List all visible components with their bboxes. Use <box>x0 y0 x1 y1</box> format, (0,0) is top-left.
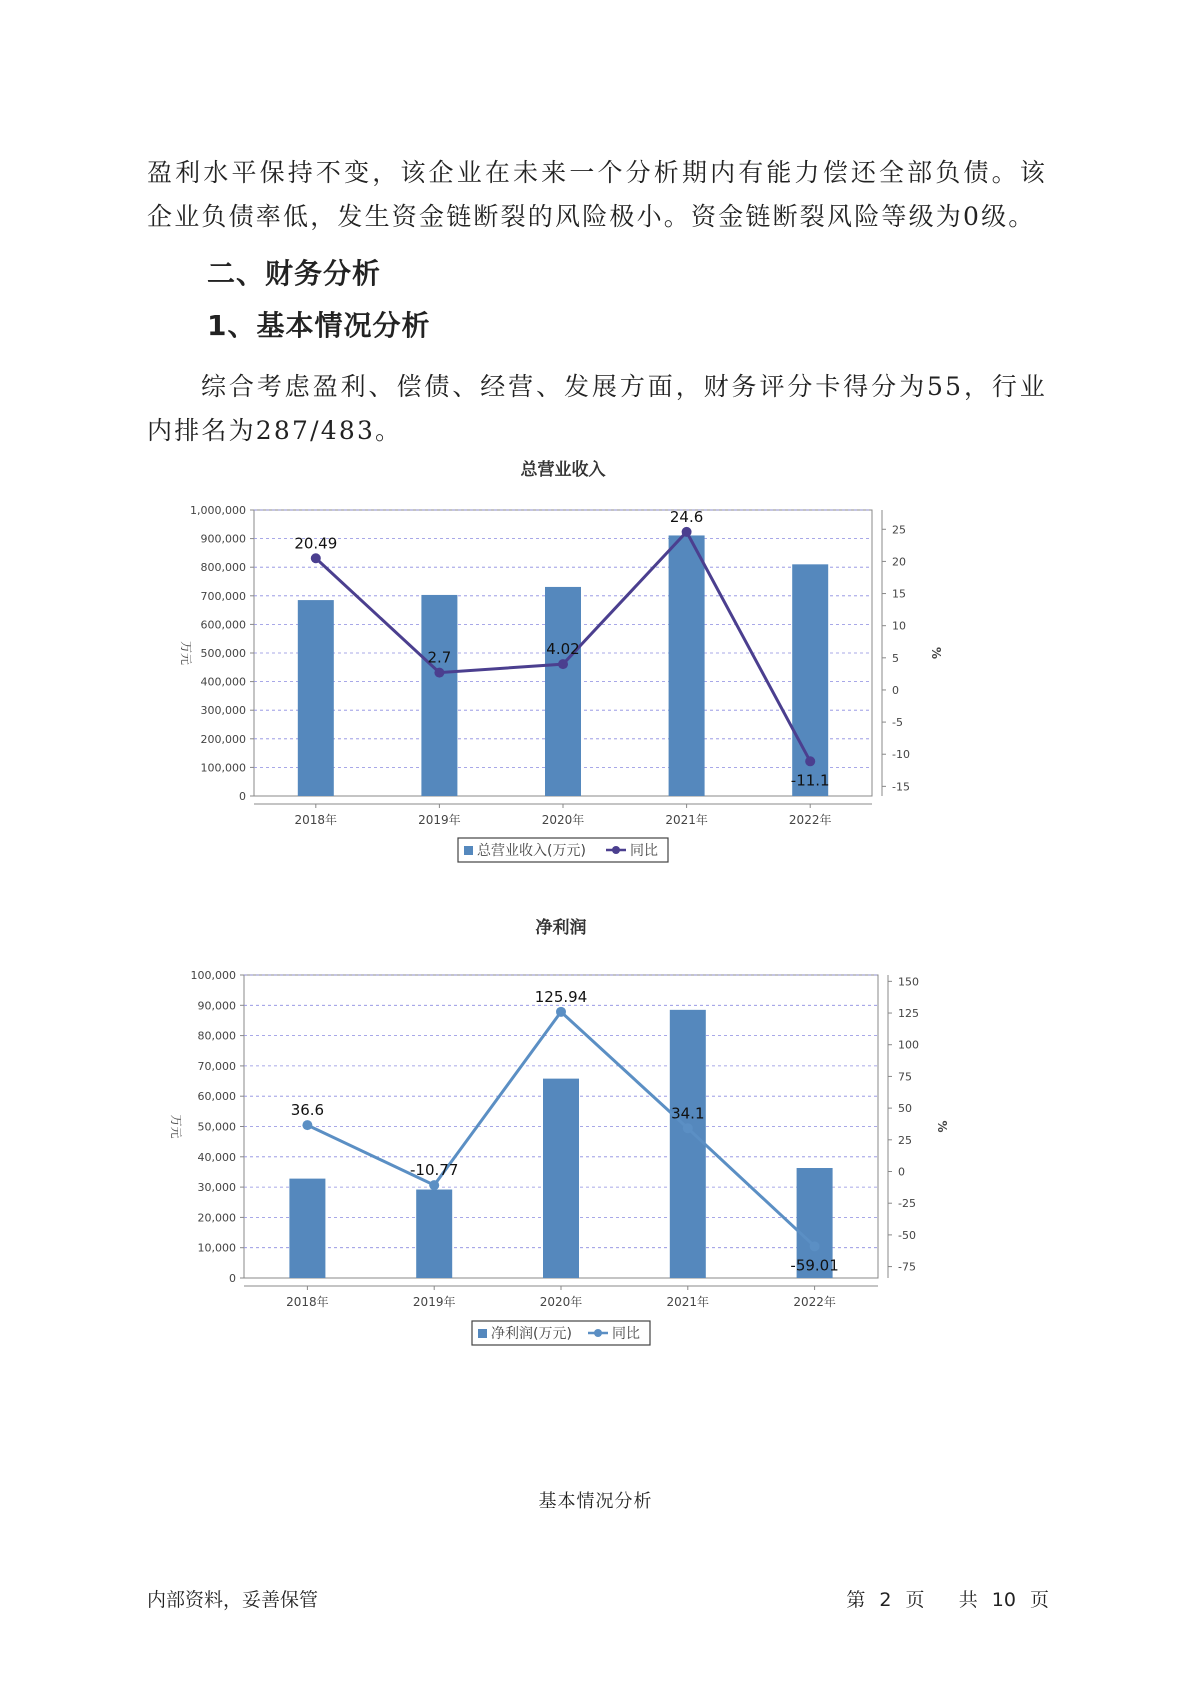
y-axis-label: 万元 <box>169 1114 183 1139</box>
line-point <box>302 1120 312 1130</box>
revenue-chart <box>170 460 1030 935</box>
x-tick-label: 2022年 <box>793 1295 836 1309</box>
y2-tick-label: 25 <box>898 1133 912 1147</box>
total-suffix: 页 <box>1029 1589 1049 1611</box>
y-tick-label: 30,000 <box>197 1181 236 1195</box>
legend-swatch-point <box>594 1329 602 1337</box>
line-point <box>429 1180 439 1190</box>
footer-confidential: 内部资料，妥善保管 <box>147 1589 319 1611</box>
line-point <box>683 1123 693 1133</box>
data-label: -11.1 <box>790 771 830 790</box>
section-heading: 二、财务分析 <box>207 257 382 290</box>
x-tick-label: 2019年 <box>412 1295 456 1309</box>
total-pages: 10 <box>991 1589 1016 1611</box>
page-label-prefix: 第 <box>846 1589 866 1611</box>
y2-tick-label: -75 <box>898 1260 916 1274</box>
y2-tick-label: 150 <box>898 975 919 989</box>
y-tick-label: 900,000 <box>200 532 246 546</box>
data-label: 34.1 <box>671 1104 705 1123</box>
y2-tick-label: 5 <box>892 651 899 665</box>
line-point <box>810 1241 820 1251</box>
y-tick-label: 20,000 <box>197 1211 236 1225</box>
data-label: -10.77 <box>410 1161 459 1180</box>
y2-axis-label: % <box>929 646 943 660</box>
legend-label-line: 同比 <box>630 843 658 859</box>
y-tick-label: 600,000 <box>200 618 246 632</box>
y2-tick-label: 0 <box>898 1165 905 1179</box>
y-axis-label: 万元 <box>179 640 193 666</box>
page-label-mid: 页 <box>905 1589 925 1611</box>
x-tick-label: 2020年 <box>541 813 585 827</box>
revenue-chart-svg <box>170 460 1030 935</box>
y-tick-label: 1,000,000 <box>190 504 246 517</box>
figure-caption: 基本情况分析 <box>538 1491 653 1512</box>
data-label: 24.6 <box>669 507 704 526</box>
y2-tick-label: 20 <box>892 555 906 569</box>
x-tick-label: 2019年 <box>418 813 461 827</box>
line-point <box>311 553 321 563</box>
bar <box>298 600 334 796</box>
subsection-heading: 1、基本情况分析 <box>207 309 431 342</box>
y-tick-label: 300,000 <box>200 704 246 718</box>
net-profit-chart-svg <box>169 918 1030 1430</box>
y2-tick-label: 15 <box>892 587 906 601</box>
page-number: 2 <box>879 1589 892 1611</box>
y2-tick-label: -50 <box>898 1228 916 1242</box>
y-tick-label: 800,000 <box>200 561 246 575</box>
y2-tick-label: 100 <box>898 1038 919 1052</box>
bar <box>416 1190 452 1278</box>
line-point <box>805 756 815 766</box>
x-tick-label: 2020年 <box>539 1295 583 1309</box>
line-point <box>682 527 692 537</box>
y2-tick-label: 25 <box>892 523 906 537</box>
x-tick-label: 2021年 <box>665 813 708 827</box>
y2-tick-label: 50 <box>898 1102 912 1116</box>
y-tick-label: 400,000 <box>200 675 246 689</box>
y-tick-label: 100,000 <box>200 761 246 775</box>
y-tick-label: 0 <box>229 1272 236 1285</box>
bar <box>545 587 581 796</box>
data-label: 4.02 <box>546 640 580 659</box>
line-point <box>434 668 444 678</box>
net-profit-chart <box>169 918 1030 1430</box>
legend-swatch-bar <box>478 1329 487 1338</box>
chart-title: 净利润 <box>535 918 587 938</box>
chart-title: 总营业收入 <box>520 460 606 480</box>
legend-swatch-bar <box>464 846 473 855</box>
legend-label-bar: 总营业收入(万元) <box>477 843 586 859</box>
bar <box>543 1079 579 1278</box>
legend-label-bar: 净利润(万元) <box>491 1326 572 1342</box>
y-tick-label: 60,000 <box>197 1090 236 1104</box>
bar <box>669 535 705 796</box>
paragraph-line: 企业负债率低，发生资金链断裂的风险极小。资金链断裂风险等级为0级。 <box>147 202 1036 231</box>
total-prefix: 共 <box>958 1589 978 1611</box>
y-tick-label: 700,000 <box>200 589 246 603</box>
data-label: 36.6 <box>290 1101 325 1120</box>
paragraph-line: 综合考虑盈利、偿债、经营、发展方面，财务评分卡得分为55，行业 <box>201 372 1047 401</box>
legend-label-line: 同比 <box>612 1326 640 1342</box>
bar <box>289 1179 325 1278</box>
bar <box>421 595 457 796</box>
y-tick-label: 100,000 <box>190 969 236 982</box>
y-tick-label: 200,000 <box>200 732 246 746</box>
data-label: 2.7 <box>427 648 452 667</box>
x-tick-label: 2018年 <box>294 813 338 827</box>
data-label: 125.94 <box>534 987 588 1006</box>
paragraph-line: 盈利水平保持不变，该企业在未来一个分析期内有能力偿还全部负债。该 <box>147 158 1047 187</box>
y-tick-label: 10,000 <box>197 1241 236 1255</box>
y-tick-label: 90,000 <box>197 999 236 1013</box>
y2-tick-label: -10 <box>892 748 910 762</box>
line-point <box>558 659 568 669</box>
x-tick-label: 2022年 <box>788 813 832 827</box>
y2-tick-label: 75 <box>898 1070 912 1084</box>
y2-axis-label: % <box>935 1120 949 1133</box>
paragraph-line: 内排名为287/483。 <box>147 416 403 445</box>
y-tick-label: 0 <box>239 790 246 803</box>
y2-tick-label: -5 <box>892 716 903 730</box>
y2-tick-label: -15 <box>892 780 910 794</box>
y-tick-label: 500,000 <box>200 647 246 660</box>
legend-swatch-point <box>612 846 620 854</box>
y2-tick-label: 10 <box>892 619 906 633</box>
x-tick-label: 2018年 <box>286 1295 329 1309</box>
data-label: 20.49 <box>294 534 338 553</box>
y-tick-label: 70,000 <box>197 1059 236 1073</box>
y2-tick-label: 125 <box>898 1007 919 1021</box>
y-tick-label: 50,000 <box>197 1120 236 1134</box>
footer-page-info <box>844 1585 1051 1612</box>
line-point <box>556 1007 566 1017</box>
y-tick-label: 80,000 <box>197 1029 236 1043</box>
y2-tick-label: -25 <box>898 1197 916 1211</box>
x-tick-label: 2021年 <box>666 1295 710 1309</box>
data-label: -59.01 <box>790 1256 839 1275</box>
y2-tick-label: 0 <box>892 683 899 697</box>
bar <box>670 1010 706 1278</box>
y-tick-label: 40,000 <box>197 1150 236 1164</box>
